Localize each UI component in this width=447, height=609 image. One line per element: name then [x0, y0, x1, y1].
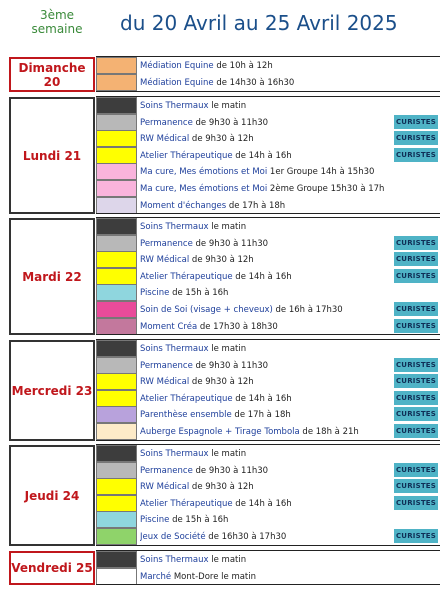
activity-row [140, 569, 390, 585]
color-swatch [96, 478, 137, 495]
activity-row [140, 285, 390, 301]
activity-name: RW Médical [140, 377, 190, 387]
activity-name: Soin de Soi (visage + cheveux) [140, 305, 273, 315]
activity-details: de 15h à 16h [169, 288, 229, 298]
color-swatch [96, 235, 137, 252]
activity-row [140, 391, 390, 407]
activity-row [140, 358, 390, 374]
activity-name: Soins Thermaux [140, 344, 209, 354]
curistes-badge: CURISTES [394, 148, 438, 162]
activity-row [140, 115, 390, 131]
activity-details: le matin [208, 101, 247, 111]
color-swatch [96, 406, 137, 423]
curistes-badge: CURISTES [394, 374, 438, 388]
activity-row [140, 463, 390, 479]
activity-details: de 16h à 17h30 [272, 305, 343, 315]
curistes-badge: CURISTES [394, 463, 438, 477]
color-swatch [96, 163, 137, 180]
activity-details: Mont-Dore le matin [171, 572, 257, 582]
color-swatch [96, 57, 137, 74]
activity-row [140, 319, 390, 335]
activity-name: Atelier Thérapeutique [140, 394, 233, 404]
curistes-badge: CURISTES [394, 358, 438, 372]
activity-details: de 14h à 16h [232, 394, 292, 404]
activity-name: Marché [140, 572, 172, 582]
activity-details: de 17h30 à 18h30 [197, 322, 278, 332]
color-swatch [96, 423, 137, 440]
activity-name: Permanence [140, 361, 193, 371]
activity-row [140, 269, 390, 285]
activity-name: Parenthèse ensemble [140, 410, 232, 420]
activity-name: Médiation Equine [140, 61, 214, 71]
activity-name: Soins Thermaux [140, 101, 209, 111]
activity-name: Permanence [140, 466, 193, 476]
activity-row [140, 552, 390, 568]
page-title: du 20 Avril au 25 Avril 2025 [120, 11, 398, 35]
activity-row [140, 98, 390, 114]
activity-row [140, 341, 390, 357]
activity-details: de 9h30 à 11h30 [192, 466, 269, 476]
activity-details: de 14h à 16h [232, 272, 292, 282]
color-swatch [96, 74, 137, 91]
color-swatch [96, 390, 137, 407]
color-swatch [96, 568, 137, 585]
block-top-rule [96, 444, 440, 445]
activity-row [140, 479, 390, 495]
activity-row [140, 424, 390, 440]
week-line-2: semaine [31, 22, 83, 36]
block-top-rule [96, 96, 440, 97]
week-line-1: 3ème [39, 8, 75, 22]
activity-details: 1er Groupe 14h à 15h30 [267, 167, 375, 177]
activity-row [140, 302, 390, 318]
activity-details: de 17h à 18h [226, 201, 286, 211]
color-swatch [96, 511, 137, 528]
color-swatch [96, 462, 137, 479]
color-swatch [96, 357, 137, 374]
day-label: Dimanche 20 [9, 57, 95, 92]
curistes-badge: CURISTES [394, 479, 438, 493]
activity-row [140, 75, 390, 91]
color-swatch [96, 340, 137, 357]
activity-name: Piscine [140, 515, 170, 525]
activity-row [140, 181, 390, 197]
color-swatch [96, 373, 137, 390]
activity-name: Soins Thermaux [140, 449, 209, 459]
curistes-badge: CURISTES [394, 236, 438, 250]
activity-row [140, 148, 390, 164]
color-swatch [96, 268, 137, 285]
color-swatch [96, 251, 137, 268]
activity-details: le matin [208, 344, 247, 354]
activity-row [140, 446, 390, 462]
activity-details: de 9h30 à 11h30 [192, 118, 269, 128]
color-swatch [96, 97, 137, 114]
activity-details: de 9h30 à 12h [189, 482, 254, 492]
color-swatch [96, 130, 137, 147]
activity-row [140, 198, 390, 214]
activity-details: de 9h30 à 11h30 [192, 361, 269, 371]
curistes-badge: CURISTES [394, 252, 438, 266]
activity-details: le matin [208, 449, 247, 459]
color-swatch [96, 218, 137, 235]
curistes-badge: CURISTES [394, 269, 438, 283]
activity-row [140, 131, 390, 147]
activity-name: Piscine [140, 288, 170, 298]
color-swatch [96, 301, 137, 318]
color-swatch [96, 114, 137, 131]
curistes-badge: CURISTES [394, 424, 438, 438]
activity-details: de 15h à 16h [169, 515, 229, 525]
color-swatch [96, 147, 137, 164]
curistes-badge: CURISTES [394, 391, 438, 405]
activity-details: le matin [208, 222, 247, 232]
color-swatch [96, 445, 137, 462]
day-label: Mercredi 23 [9, 340, 95, 441]
activity-row [140, 407, 390, 423]
activity-details: le matin [208, 555, 247, 565]
activity-name: Jeux de Société [140, 532, 206, 542]
activity-name: Ma cure, Mes émotions et Moi [140, 184, 268, 194]
activity-details: de 9h30 à 12h [189, 255, 254, 265]
activity-name: Moment d'échanges [140, 201, 227, 211]
activity-row [140, 529, 390, 545]
color-swatch [96, 284, 137, 301]
activity-name: Ma cure, Mes émotions et Moi [140, 167, 268, 177]
activity-row [140, 374, 390, 390]
activity-details: de 9h30 à 11h30 [192, 239, 269, 249]
activity-row [140, 236, 390, 252]
activity-name: RW Médical [140, 255, 190, 265]
block-bottom-rule [96, 545, 440, 546]
block-bottom-rule [96, 91, 440, 92]
curistes-badge: CURISTES [394, 319, 438, 333]
curistes-badge: CURISTES [394, 131, 438, 145]
block-bottom-rule [96, 584, 440, 585]
activity-details: de 9h30 à 12h [189, 377, 254, 387]
activity-details: de 14h30 à 16h30 [213, 78, 295, 88]
block-top-rule [96, 56, 440, 57]
day-label: Vendredi 25 [9, 551, 95, 585]
activity-row [140, 252, 390, 268]
activity-name: RW Médical [140, 482, 190, 492]
color-swatch [96, 495, 137, 512]
curistes-badge: CURISTES [394, 496, 438, 510]
activity-name: RW Médical [140, 134, 190, 144]
day-label: Mardi 22 [9, 218, 95, 335]
activity-row [140, 219, 390, 235]
activity-row [140, 58, 390, 74]
color-swatch [96, 197, 137, 214]
curistes-badge: CURISTES [394, 115, 438, 129]
curistes-badge: CURISTES [394, 407, 438, 421]
activity-name: Moment Créa [140, 322, 198, 332]
activity-details: de 10h à 12h [213, 61, 273, 71]
block-top-rule [96, 339, 440, 340]
color-swatch [96, 551, 137, 568]
curistes-badge: CURISTES [394, 302, 438, 316]
activity-row [140, 164, 390, 180]
activity-name: Atelier Thérapeutique [140, 499, 233, 509]
activity-name: Soins Thermaux [140, 222, 209, 232]
activity-row [140, 512, 390, 528]
activity-details: de 14h à 16h [232, 499, 292, 509]
week-number [6, 8, 108, 36]
activity-details: de 18h à 21h [299, 427, 359, 437]
activity-name: Soins Thermaux [140, 555, 209, 565]
activity-details: 2ème Groupe 15h30 à 17h [267, 184, 385, 194]
color-swatch [96, 318, 137, 335]
activity-name: Auberge Espagnole + Tirage Tombola [140, 427, 300, 437]
block-bottom-rule [96, 334, 440, 335]
curistes-badge: CURISTES [394, 529, 438, 543]
color-swatch [96, 180, 137, 197]
day-label: Lundi 21 [9, 97, 95, 214]
activity-name: Permanence [140, 118, 193, 128]
activity-name: Atelier Thérapeutique [140, 151, 233, 161]
activity-details: de 17h à 18h [231, 410, 291, 420]
activity-name: Atelier Thérapeutique [140, 272, 233, 282]
day-label: Jeudi 24 [9, 445, 95, 546]
block-bottom-rule [96, 440, 440, 441]
block-top-rule [96, 217, 440, 218]
block-bottom-rule [96, 213, 440, 214]
color-swatch [96, 528, 137, 545]
block-top-rule [96, 550, 440, 551]
activity-row [140, 496, 390, 512]
activity-details: de 9h30 à 12h [189, 134, 254, 144]
activity-name: Médiation Equine [140, 78, 214, 88]
activity-name: Permanence [140, 239, 193, 249]
activity-details: de 14h à 16h [232, 151, 292, 161]
activity-details: de 16h30 à 17h30 [205, 532, 287, 542]
